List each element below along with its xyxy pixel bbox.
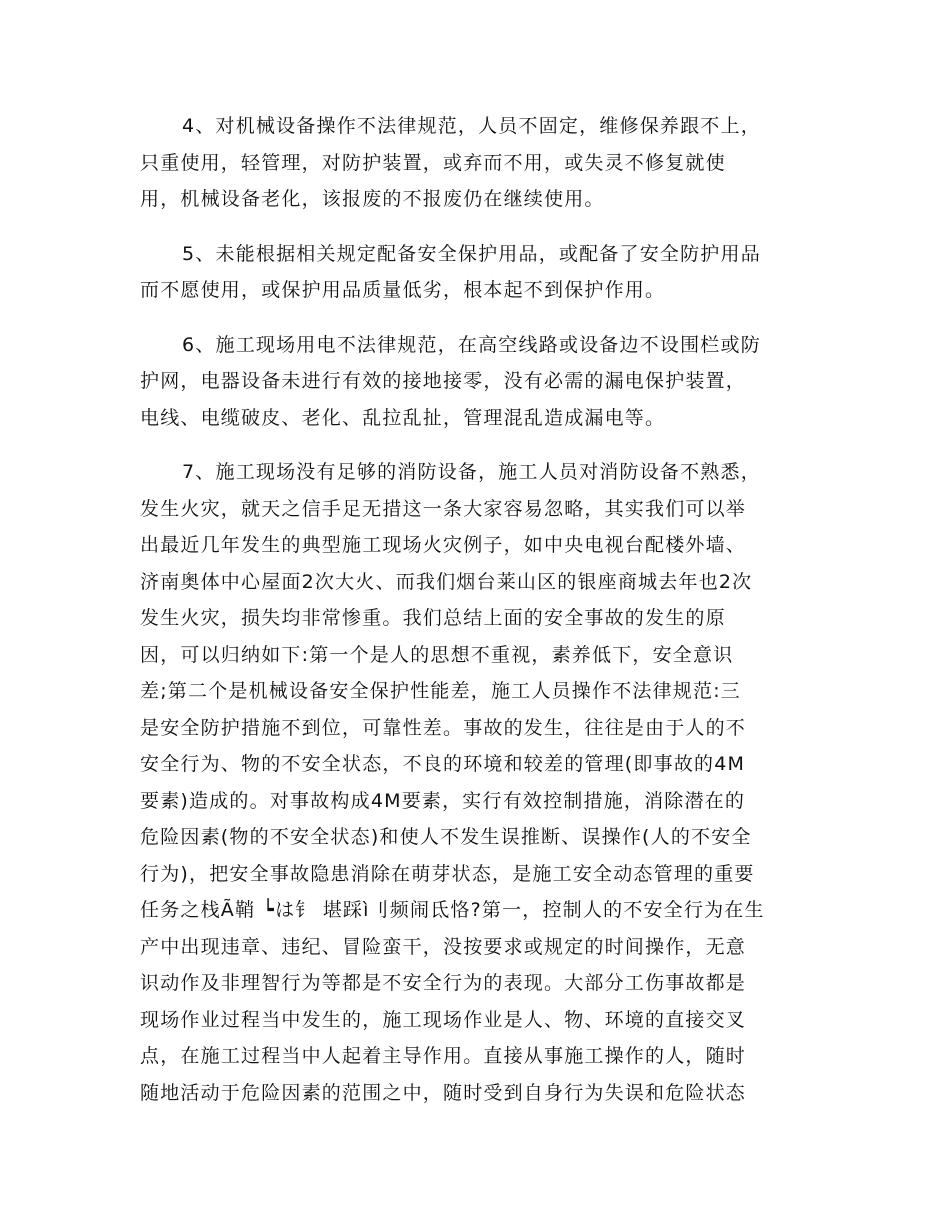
paragraph-line: 识动作及非理智行为等都是不安全行为的表现。大部分工伤事故都是 — [140, 972, 747, 994]
paragraph-5 — [140, 236, 812, 309]
paragraph-line: 4、对机械设备操作不法律规范，人员不固定，维修保养跟不上， — [182, 115, 761, 137]
paragraph-7 — [140, 454, 812, 1111]
paragraph-6 — [140, 327, 812, 437]
paragraph-line: 因，可以归纳如下:第一个是人的思想不重视，素养低下，安全意识 — [140, 643, 734, 666]
paragraph-line: 要素)造成的。对事故构成4M要素，实行有效控制措施，消除潜在的 — [140, 789, 746, 812]
paragraph-line: 差;第二个是机械设备安全保护性能差，施工人员操作不法律规范:三 — [140, 680, 742, 702]
paragraph-line: 任务之栈Ã鞘 ┕は钅 堪踩ì刂频闹氐恪?第一，控制人的不安全行为在生 — [140, 899, 765, 921]
paragraph-line: 济南奥体中心屋面2次大火、而我们烟台莱山区的银座商城去年也2次 — [140, 570, 753, 593]
paragraph-line: 5、未能根据相关规定配备安全保护用品，或配备了安全防护用品 — [182, 242, 761, 265]
paragraph-line: 安全行为、物的不安全状态，不良的环境和较差的管理(即事故的4M — [140, 753, 746, 775]
paragraph-line: 危险因素(物的不安全状态)和使人不发生误推断、误操作(人的不安全 — [140, 826, 752, 848]
paragraph-line: 点，在施工过程当中人起着主导作用。直接从事施工操作的人，随时 — [140, 1045, 747, 1067]
paragraph-line: 行为)，把安全事故隐患消除在萌芽状态，是施工安全动态管理的重要 — [140, 862, 755, 885]
paragraph-line: 发生火灾，就天之信手足无措这一条大家容易忽略，其实我们可以举 — [140, 497, 747, 520]
paragraph-line: 而不愿使用，或保护用品质量低劣，根本起不到保护作用。 — [140, 279, 666, 301]
paragraph-line: 出最近几年发生的典型施工现场火灾例子，如中央电视台配楼外墙、 — [140, 534, 747, 556]
paragraph-4 — [140, 108, 812, 218]
paragraph-line: 产中出现违章、违纪、冒险蛮干，没按要求或规定的时间操作，无意 — [140, 935, 747, 958]
paragraph-line: 随地活动于危险因素的范围之中，随时受到自身行为失误和危险状态 — [140, 1081, 747, 1104]
paragraph-line: 用，机械设备老化，该报废的不报废仍在继续使用。 — [140, 188, 605, 210]
paragraph-line: 6、施工现场用电不法律规范，在高空线路或设备边不设围栏或防 — [182, 333, 761, 356]
document-body — [140, 108, 812, 1129]
paragraph-line: 是安全防护措施不到位，可靠性差。事故的发生，往往是由于人的不 — [140, 716, 747, 739]
paragraph-line: 电线、电缆破皮、老化、乱拉乱扯，管理混乱造成漏电等。 — [140, 406, 666, 429]
paragraph-line: 发生火灾，损失均非常惨重。我们总结上面的安全事故的发生的原 — [140, 607, 726, 629]
paragraph-line: 只重使用，轻管理，对防护装置，或弃而不用，或失灵不修复就使 — [140, 151, 726, 174]
paragraph-line: 护网，电器设备未进行有效的接地接零，没有必需的漏电保护装置， — [140, 370, 747, 392]
paragraph-line: 现场作业过程当中发生的，施工现场作业是人、物、环境的直接交叉 — [140, 1008, 747, 1031]
paragraph-line: 7、施工现场没有足够的消防设备，施工人员对消防设备不熟悉， — [182, 461, 761, 483]
